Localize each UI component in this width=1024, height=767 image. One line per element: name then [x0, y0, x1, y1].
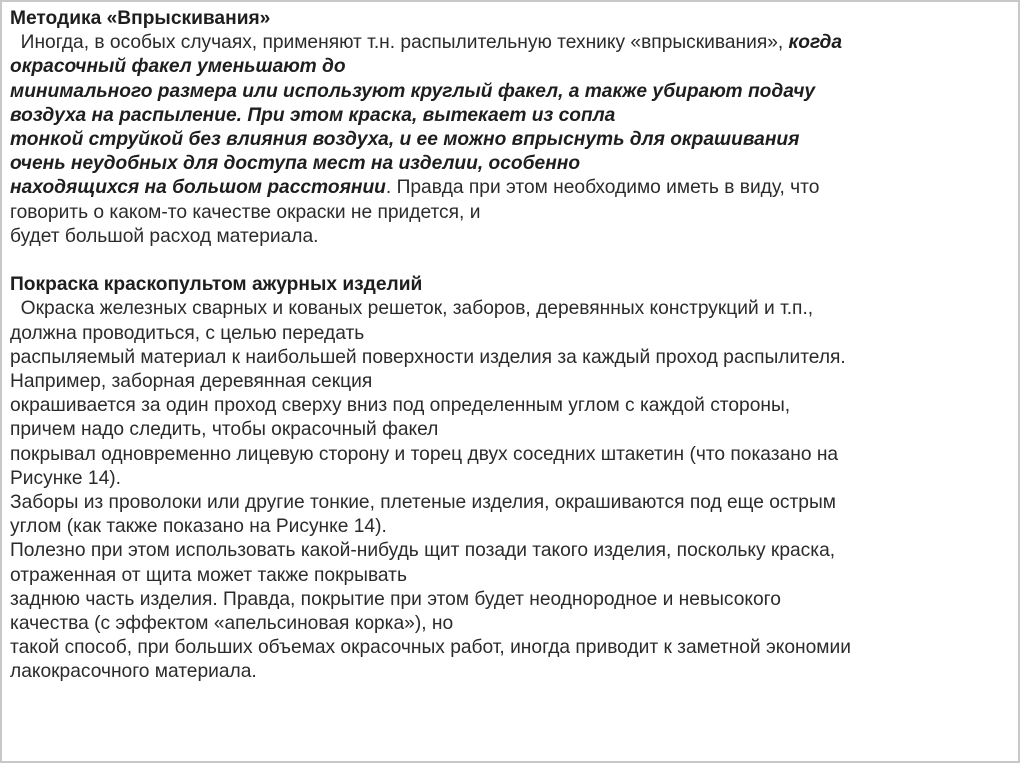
paragraph-line: Рисунке 14).: [10, 467, 121, 489]
paragraph-gap: [10, 249, 1016, 273]
emphasis-run: когда: [788, 32, 843, 54]
paragraph-line: заднюю часть изделия. Правда, покрытие при этом будет неоднородное и невысокого: [10, 588, 781, 610]
paragraph-line: причем надо следить, чтобы окрасочный факел: [10, 419, 439, 441]
paragraph-line: будет большой расход материала.: [10, 225, 319, 247]
paragraph-line: говорить о каком-то качестве окраски не придется, и: [10, 201, 481, 223]
paragraph-line: Заборы из проволоки или другие тонкие, плетеные изделия, окрашиваются под еще острым: [10, 492, 836, 514]
emphasis-run: находящихся на большом расстоянии: [10, 177, 386, 199]
paragraph-line: [10, 176, 1016, 200]
paragraph-line: [10, 31, 1016, 55]
paragraph-line: должна проводиться, с целью передать: [10, 322, 365, 344]
paragraph-line: минимального размера или используют круглый факел, а также убирают подачу: [10, 80, 816, 102]
section-title-openwork: Покраска краскопультом ажурных изделий: [10, 274, 423, 296]
paragraph-line: окрасочный факел уменьшают до: [10, 56, 346, 78]
paragraph-line: такой способ, при больших объемах окрасочных работ, иногда приводит к заметной экономии: [10, 637, 851, 659]
paragraph-line: покрывал одновременно лицевую сторону и торец двух соседних штакетин (что показано на: [10, 443, 839, 465]
paragraph-line: очень неудобных для доступа мест на изделии, особенно: [10, 153, 581, 175]
paragraph-line: Например, заборная деревянная секция: [10, 371, 373, 393]
paragraph-line: лакокрасочного материала.: [10, 661, 257, 683]
paragraph-line: Окраска железных сварных и кованых решеток, заборов, деревянных конструкций и т.п.,: [10, 298, 814, 320]
paragraph-line: отраженная от щита может также покрывать: [10, 564, 407, 586]
paragraph-line: тонкой струйкой без влияния воздуха, и ее можно впрыснуть для окрашивания: [10, 129, 800, 151]
paragraph-line: распыляемый материал к наибольшей поверхности изделия за каждый проход распылителя.: [10, 346, 846, 368]
paragraph-line: углом (как также показано на Рисунке 14).: [10, 516, 387, 538]
text-run: . Правда при этом необходимо иметь в виду, что: [385, 177, 820, 199]
text-run: Иногда, в особых случаях, применяют т.н. распылительную технику «впрыскивания»,: [10, 32, 789, 54]
slide-text: [10, 7, 1016, 685]
paragraph-line: воздуха на распыление. При этом краска, вытекает из сопла: [10, 104, 616, 126]
section-title-injection: Методика «Впрыскивания»: [10, 8, 271, 29]
paragraph-line: качества (с эффектом «апельсиновая корка»), но: [10, 613, 454, 635]
paragraph-line: Полезно при этом использовать какой-нибудь щит позади такого изделия, поскольку краска,: [10, 540, 836, 562]
paragraph-line: окрашивается за один проход сверху вниз под определенным углом с каждой стороны,: [10, 395, 791, 417]
